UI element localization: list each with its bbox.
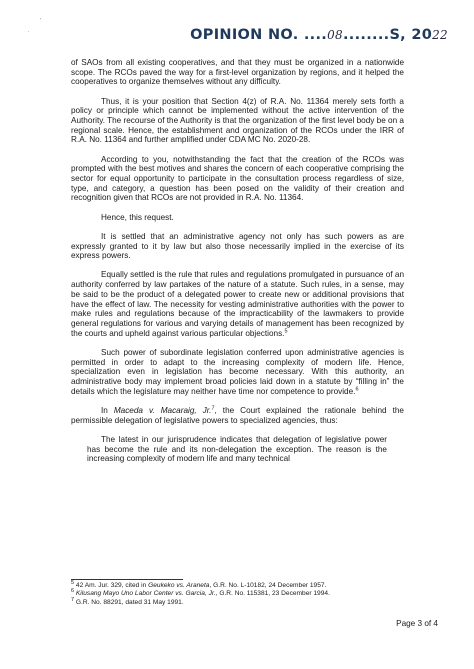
scan-speck: ' (40, 18, 41, 24)
paragraph-text: Such power of subordinate legislation conferred upon administrative agencies is permitted in order to adapt to the increasing complexity of modern life. Hence, specialization even in legislation has become necessary. With this authority, an administrative body may implement broad policies laid down in a statute by “filling in” the details which the legislature may neither have time nor competence to provide. (71, 347, 404, 396)
footnote-ref: 5 (284, 327, 288, 334)
footnote-number: 5 (71, 579, 75, 586)
paragraph: It is settled that an administrative agency not only has such powers as are expressly granted to it by law but also those necessarily implied in the exercise of its express powers. (71, 231, 404, 261)
series-label: S, 20 (389, 27, 433, 43)
paragraph-with-case (71, 406, 404, 425)
footnote-case: Geukeko vs. Araneta (148, 582, 210, 589)
block-quote: The latest in our jurisprudence indicates that delegation of legislative power has become the rule and its non-delegation the exception. The reason is the increasing complexity of modern life and many technical (87, 434, 387, 464)
opinion-number: 08 (327, 28, 343, 42)
paragraph-text: , the Court explained the rationale behind the permissible delegation of legislative powers to specialized agencies, thus: (71, 405, 404, 425)
footnote-7 (71, 596, 411, 607)
footnote-text: , G.R. No. 115381, 23 December 1994. (215, 590, 330, 598)
footnote-text: G.R. No. 88291, dated 31 May 1991. (75, 598, 184, 606)
footnote-text: , G.R. No. L-10182, 24 December 1957. (209, 582, 327, 589)
footnote-6 (71, 590, 411, 598)
scan-speck: . (28, 28, 30, 34)
series-year: 22 (432, 28, 448, 42)
document-body (71, 58, 404, 464)
paragraph-with-footnote (71, 348, 404, 397)
footnote-case: Kilusang Mayo Uno Labor Center vs. Garcia, Jr. (75, 590, 216, 598)
footnote-text: 42 Am. Jur. 329, cited in (75, 582, 149, 589)
paragraph: According to you, notwithstanding the fact that the creation of the RCOs was prompted with the best motives and shares the concern of each cooperative comprising the sector for equal opportunity to participate in the consultation process regardless of size, type, and category, a question has been posed on the validity of their creation and recognition given that RCOs are not provided in R.A. No. 11364. (71, 154, 404, 203)
footnotes (71, 579, 411, 607)
footnote-ref: 7 (211, 405, 215, 412)
case-citation: Maceda v. Macaraig, Jr. (113, 405, 212, 415)
footnote-divider (71, 579, 183, 580)
paragraph: of SAOs from all existing cooperatives, and that they must be organized in a nationwide scope. The RCOs paved the way for a first-level organization by regions, and it helped the cooperatives to organize themselves without any difficulty. (71, 58, 404, 87)
page-number: Page 3 of 4 (396, 619, 438, 628)
paragraph: Hence, this request. (101, 212, 174, 222)
footnote-number: 6 (71, 588, 75, 595)
dotted-leader: .... (303, 27, 328, 43)
opinion-label: OPINION NO. (190, 27, 299, 43)
paragraph-text: In (101, 405, 114, 415)
paragraph-with-footnote (71, 270, 404, 338)
dotted-leader: ........ (342, 27, 390, 43)
paragraph-text: Equally settled is the rule that rules and regulations promulgated in pursuance of an authority conferred by law partakes of the nature of a statute. Such rules, in a sense, may be said to be the product of a delegated power to create new or additional provisions that have the effect of law. The necessity for vesting administrative authorities with the power to make rules and regulations because of the impracticability of the lawmakers to provide general regulations for various and varying details of management has been recognized by the courts and upheld against various particular objections. (71, 270, 404, 338)
footnote-number: 7 (71, 596, 75, 603)
paragraph: Thus, it is your position that Section 4(z) of R.A. No. 11364 merely sets forth a policy or principle which cannot be implemented without the active intervention of the Authority. The recourse of the Authority is that the organization of the first level body be on a regional scale. Hence, the establishment and organization of the RCOs under the IRR of R.A. No. 11364 and further amplified under CDA MC No. 2020-28. (71, 96, 404, 145)
footnote-ref: 6 (355, 385, 359, 392)
opinion-number-header (190, 27, 448, 43)
